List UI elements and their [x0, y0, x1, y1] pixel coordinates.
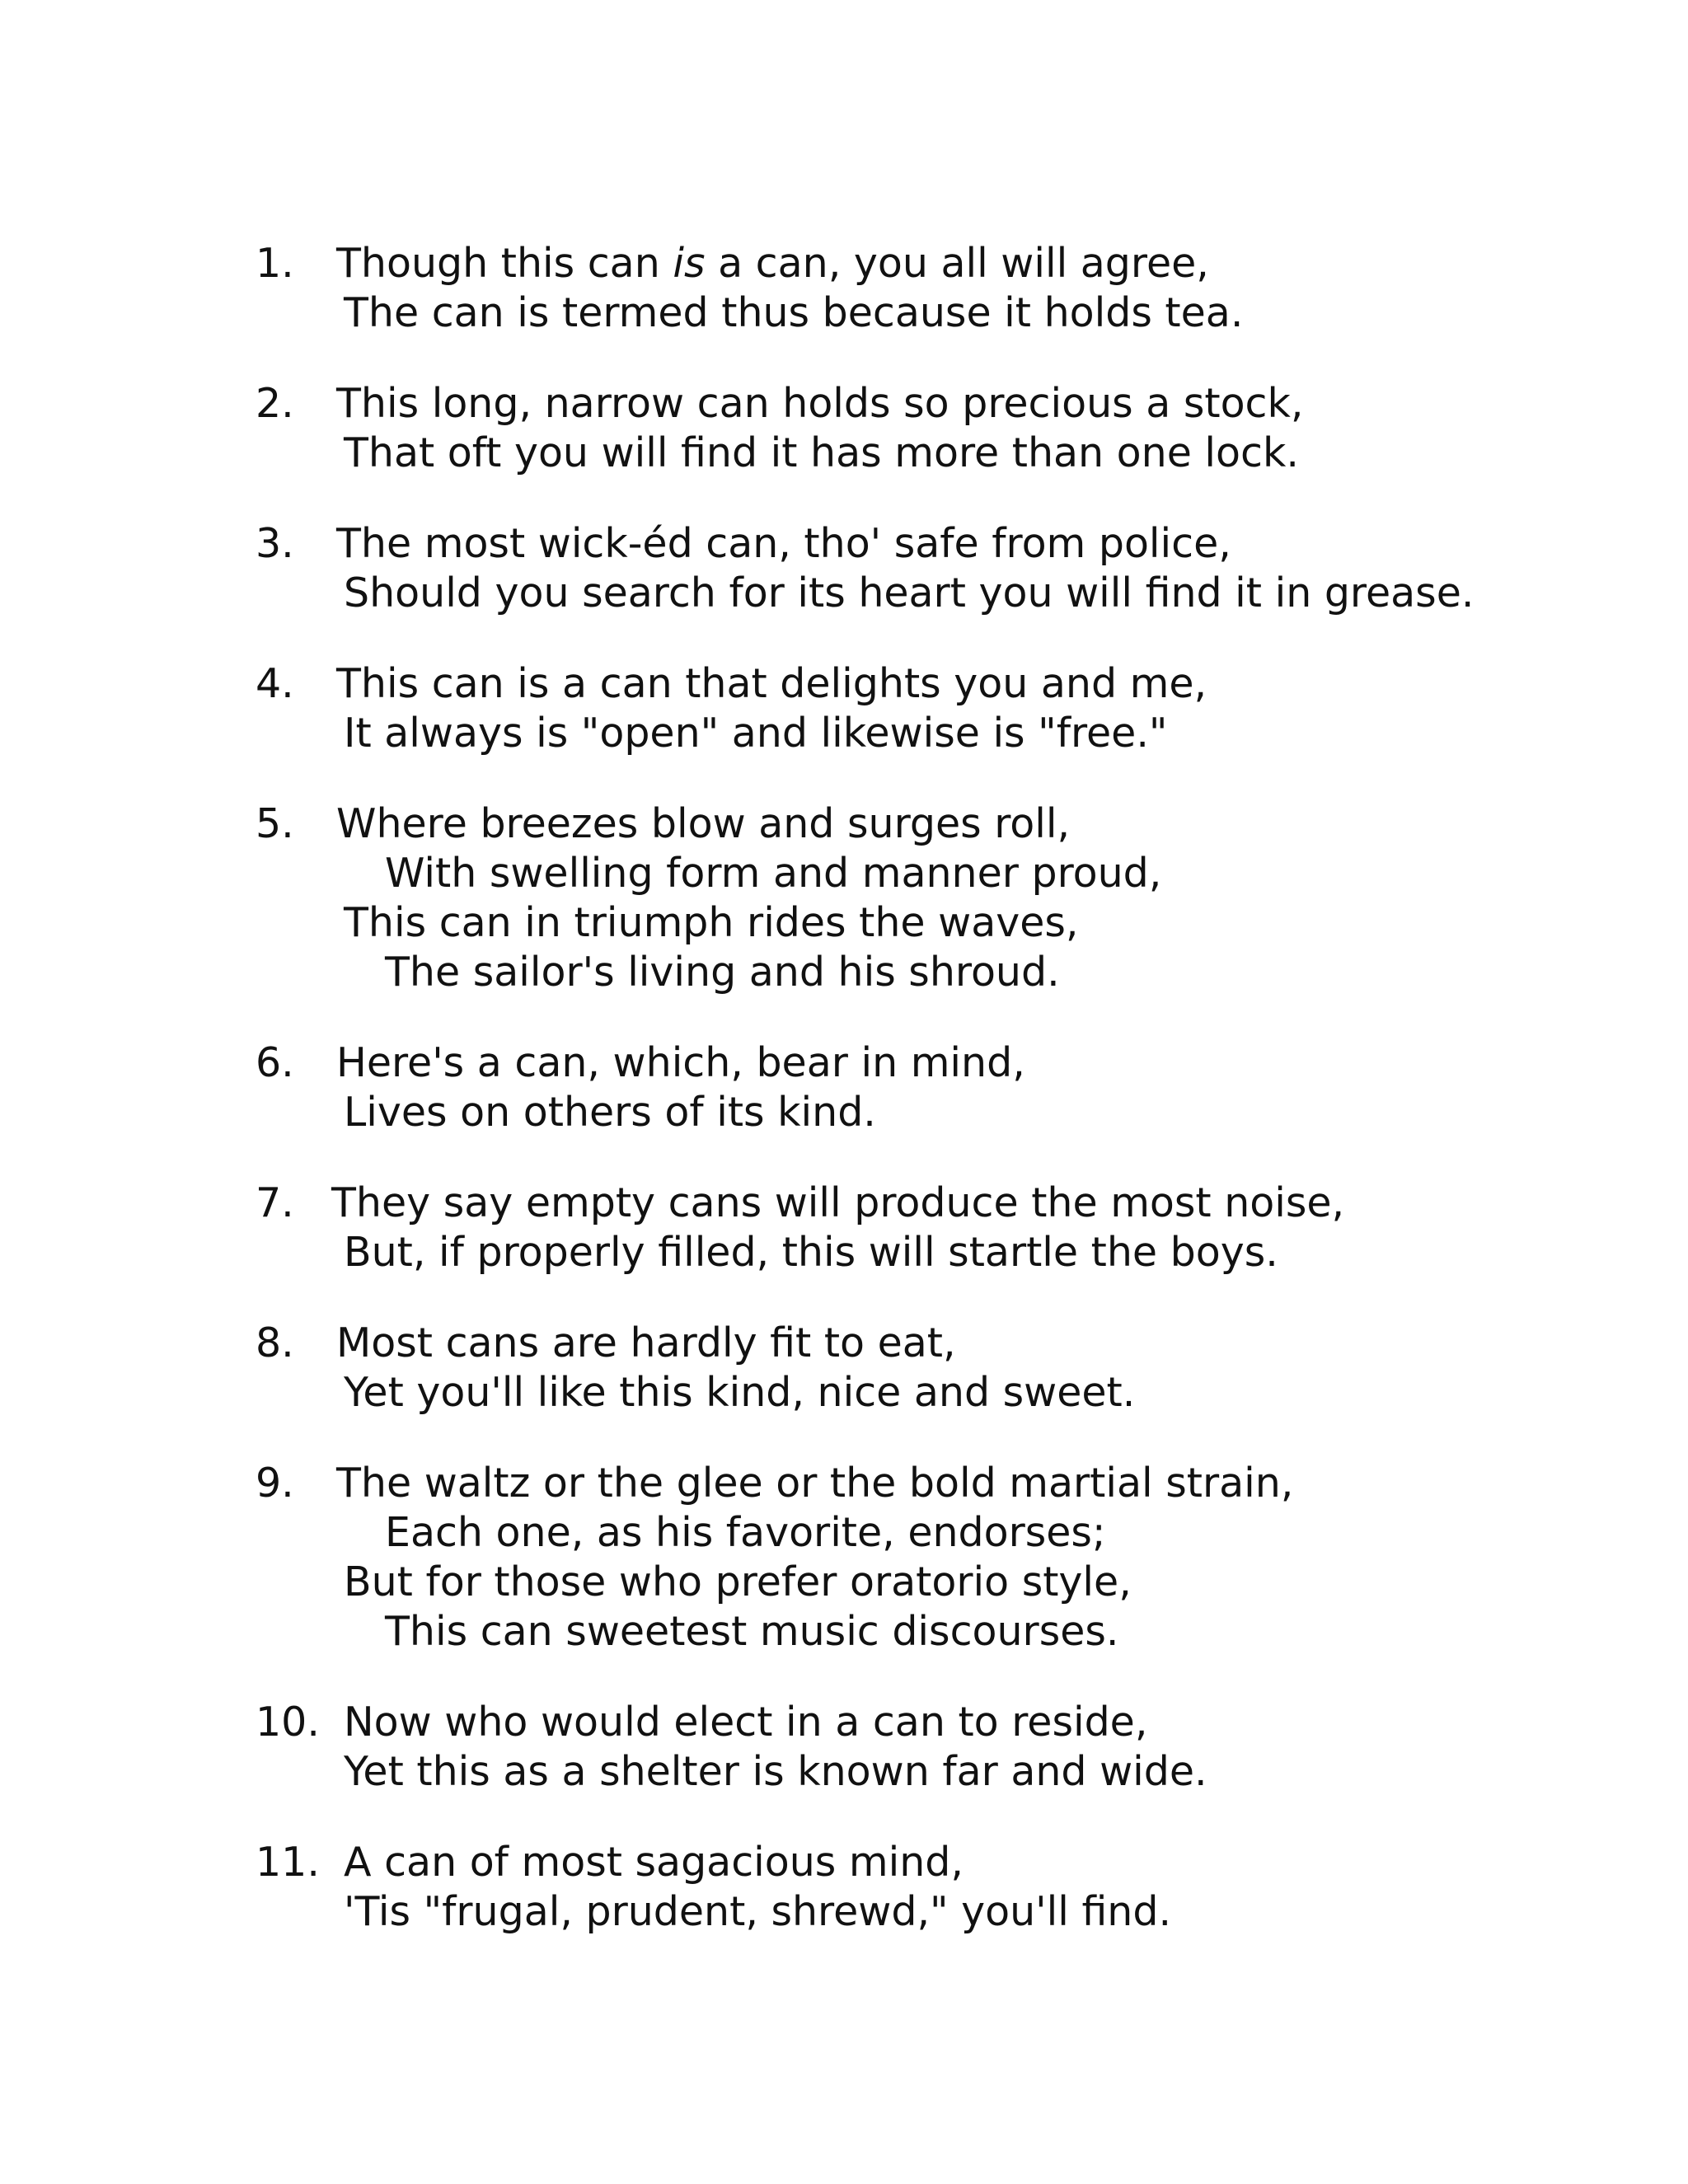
- riddle-line: This can sweetest music discourses.: [385, 1608, 1119, 1655]
- riddle-line: That oft you will find it has more than one lock.: [344, 429, 1299, 476]
- riddle-line: It always is "open" and likewise is "free.": [344, 710, 1168, 757]
- riddle-line: Should you search for its heart you will find it in grease.: [344, 569, 1475, 616]
- riddle-line: Here's a can, which, bear in mind,: [336, 1039, 1025, 1086]
- riddle-number: 2.: [256, 380, 294, 427]
- riddle-line: The sailor's living and his shroud.: [385, 949, 1060, 996]
- riddle-line: This can in triumph rides the waves,: [344, 899, 1079, 946]
- riddle-line: Most cans are hardly fit to eat,: [336, 1319, 956, 1366]
- riddle-line: With swelling form and manner proud,: [385, 850, 1162, 897]
- riddle-number: 10.: [256, 1699, 320, 1746]
- riddle-line: The waltz or the glee or the bold martial strain,: [336, 1460, 1294, 1507]
- riddle-number: 4.: [256, 660, 294, 707]
- riddle-number: 6.: [256, 1039, 294, 1086]
- riddle-number: 11.: [256, 1839, 320, 1886]
- riddle-number: 7.: [256, 1179, 294, 1226]
- riddle-line: Each one, as his favorite, endorses;: [385, 1509, 1106, 1556]
- riddle-line: But for those who prefer oratorio style,: [344, 1558, 1132, 1605]
- emphasis-word: is: [673, 240, 706, 287]
- riddle-line: Lives on others of its kind.: [344, 1089, 876, 1136]
- riddle-line: This can is a can that delights you and me,: [336, 660, 1207, 707]
- riddle-number: 9.: [256, 1460, 294, 1507]
- riddle-number: 5.: [256, 800, 294, 847]
- riddle-line: But, if properly filled, this will startle the boys.: [344, 1229, 1278, 1276]
- riddle-number: 3.: [256, 520, 294, 567]
- riddle-line: This long, narrow can holds so precious a stock,: [336, 380, 1304, 427]
- riddle-number: 8.: [256, 1319, 294, 1366]
- riddle-line: Yet this as a shelter is known far and wide.: [344, 1748, 1207, 1795]
- riddle-line: The can is termed thus because it holds tea.: [344, 289, 1244, 336]
- riddle-line: The most wick-éd can, tho' safe from police,: [336, 520, 1231, 567]
- riddle-line: Now who would elect in a can to reside,: [344, 1699, 1148, 1746]
- riddle-line: Where breezes blow and surges roll,: [336, 800, 1071, 847]
- riddle-line: 'Tis "frugal, prudent, shrewd," you'll find.: [344, 1888, 1172, 1935]
- riddle-line: Though this can is a can, you all will agree,: [336, 240, 1209, 287]
- riddle-line: They say empty cans will produce the most noise,: [331, 1179, 1345, 1226]
- riddle-number: 1.: [256, 240, 294, 287]
- riddle-line: A can of most sagacious mind,: [344, 1839, 964, 1886]
- riddle-line: Yet you'll like this kind, nice and sweet.: [344, 1369, 1136, 1416]
